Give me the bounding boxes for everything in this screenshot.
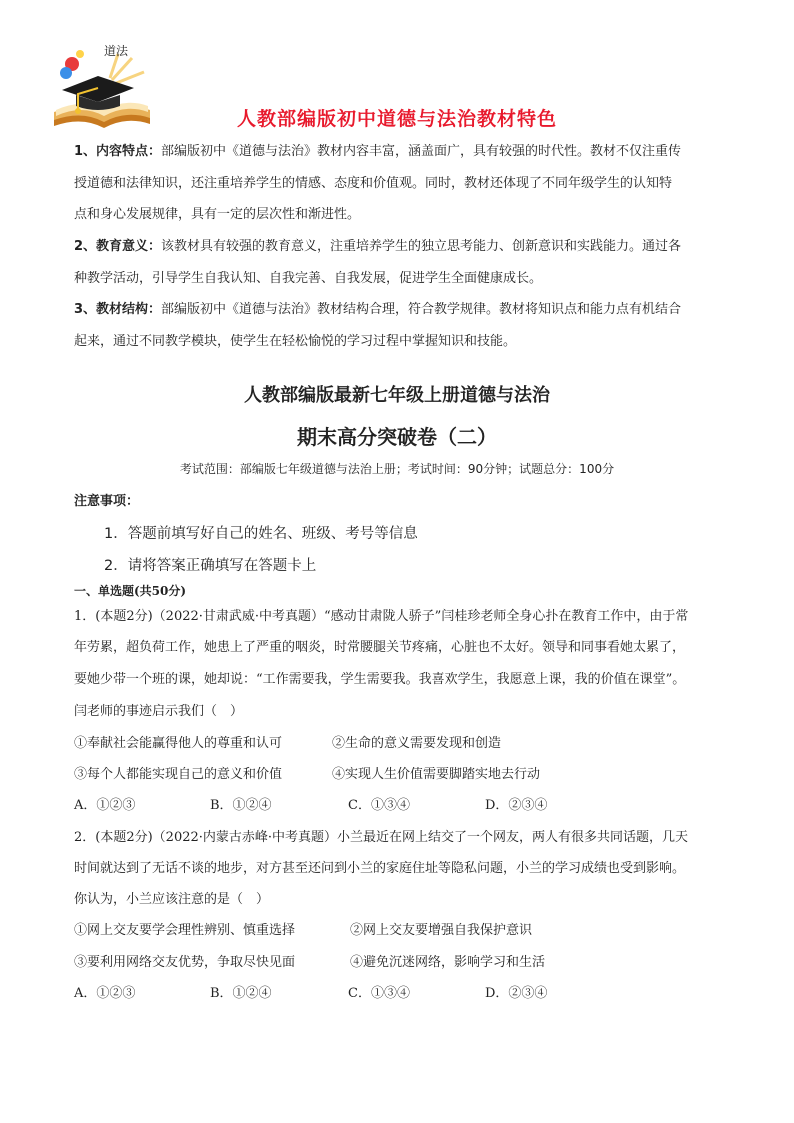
- section-heading: 一、单选题(共50分): [74, 584, 187, 598]
- feature-heading: 2、教育意义：: [74, 239, 162, 254]
- exam-subtitle: 期末高分突破卷（二）: [297, 425, 497, 449]
- question-option: ①网上交友要学会理性辨别、慎重选择: [74, 923, 296, 938]
- feature-structure: [74, 294, 724, 357]
- answer-choice-a: A．①②③: [74, 798, 136, 813]
- feature-heading: 1、内容特点：: [74, 144, 162, 159]
- feature-heading: 3、教材结构：: [74, 302, 162, 317]
- answer-choice-b: B．①②④: [210, 986, 272, 1001]
- question-text: 1．(本题2分)（2022·甘肃武威·中考真题）“感动甘肃陇人骄子”闫桂珍老师全身心扑在教育工作中，由于常: [74, 609, 689, 624]
- question-option: ③每个人都能实现自己的意义和价值: [74, 767, 283, 782]
- notice-heading: 注意事项：: [74, 494, 140, 509]
- question-text: 2．(本题2分)（2022·内蒙古赤峰·中考真题）小兰最近在网上结交了一个网友，两人有很多共同话题，几天: [74, 830, 689, 845]
- feature-education: [74, 231, 724, 294]
- question-option: ③要利用网络交友优势，争取尽快见面: [74, 955, 296, 970]
- notice-item: 2．请将答案正确填写在答题卡上: [104, 558, 317, 574]
- exam-title: 人教部编版最新七年级上册道德与法治: [244, 385, 550, 406]
- logo-label: 道法: [104, 44, 129, 58]
- answer-choice-c: C．①③④: [348, 798, 410, 813]
- feature-text: 该教材具有较强的教育意义，注重培养学生的独立思考能力、创新意识和实践能力。通过各: [161, 239, 682, 254]
- question-text: 时间就达到了无话不谈的地步，对方甚至还问到小兰的家庭住址等隐私问题，小兰的学习成绩也受到影响。: [74, 861, 686, 876]
- question-text: 你认为，小兰应该注意的是（ ）: [74, 892, 270, 907]
- question-option: ④实现人生价值需要脚踏实地去行动: [332, 767, 541, 782]
- question-option: ②生命的意义需要发现和创造: [332, 736, 502, 751]
- question-text: 闫老师的事迹启示我们（ ）: [74, 704, 244, 719]
- exam-info: 考试范围：部编版七年级道德与法治上册；考试时间：90分钟；试题总分：100分: [179, 462, 615, 476]
- feature-text: 部编版初中《道德与法治》教材内容丰富，涵盖面广，具有较强的时代性。教材不仅注重传: [161, 144, 682, 159]
- question-option: ②网上交友要增强自我保护意识: [350, 923, 533, 938]
- answer-choice-b: B．①②④: [210, 798, 272, 813]
- feature-text: 种教学活动，引导学生自我认知、自我完善、自我发展，促进学生全面健康成长。: [74, 270, 543, 286]
- banner-title: 人教部编版初中道德与法治教材特色: [236, 108, 557, 130]
- notice-item: 1．答题前填写好自己的姓名、班级、考号等信息: [104, 526, 418, 542]
- question-text: 要她少带一个班的课，她却说：“工作需要我，学生需要我。我喜欢学生，我愿意上课，我的价值在课堂”。: [74, 672, 686, 687]
- feature-text: 部编版初中《道德与法治》教材结构合理，符合教学规律。教材将知识点和能力点有机结合: [161, 302, 682, 317]
- feature-text: 授道德和法律知识，还注重培养学生的情感、态度和价值观。同时，教材还体现了不同年级学生的认知特: [74, 175, 673, 191]
- answer-choice-a: A．①②③: [74, 986, 136, 1001]
- feature-content: [74, 136, 724, 231]
- answer-choice-c: C．①③④: [348, 986, 410, 1001]
- question-option: ④避免沉迷网络，影响学习和生活: [350, 955, 546, 970]
- feature-text: 点和身心发展规律，具有一定的层次性和渐进性。: [74, 207, 361, 222]
- answer-choice-d: D．②③④: [485, 986, 548, 1001]
- answer-choice-d: D．②③④: [485, 798, 548, 813]
- question-option: ①奉献社会能赢得他人的尊重和认可: [74, 736, 283, 751]
- feature-text: 起来，通过不同教学模块，使学生在轻松愉悦的学习过程中掌握知识和技能。: [74, 333, 517, 349]
- question-text: 年劳累，超负荷工作，她患上了严重的咽炎，时常腰腿关节疼痛，心脏也不太好。领导和同事看她太累了，: [74, 640, 686, 655]
